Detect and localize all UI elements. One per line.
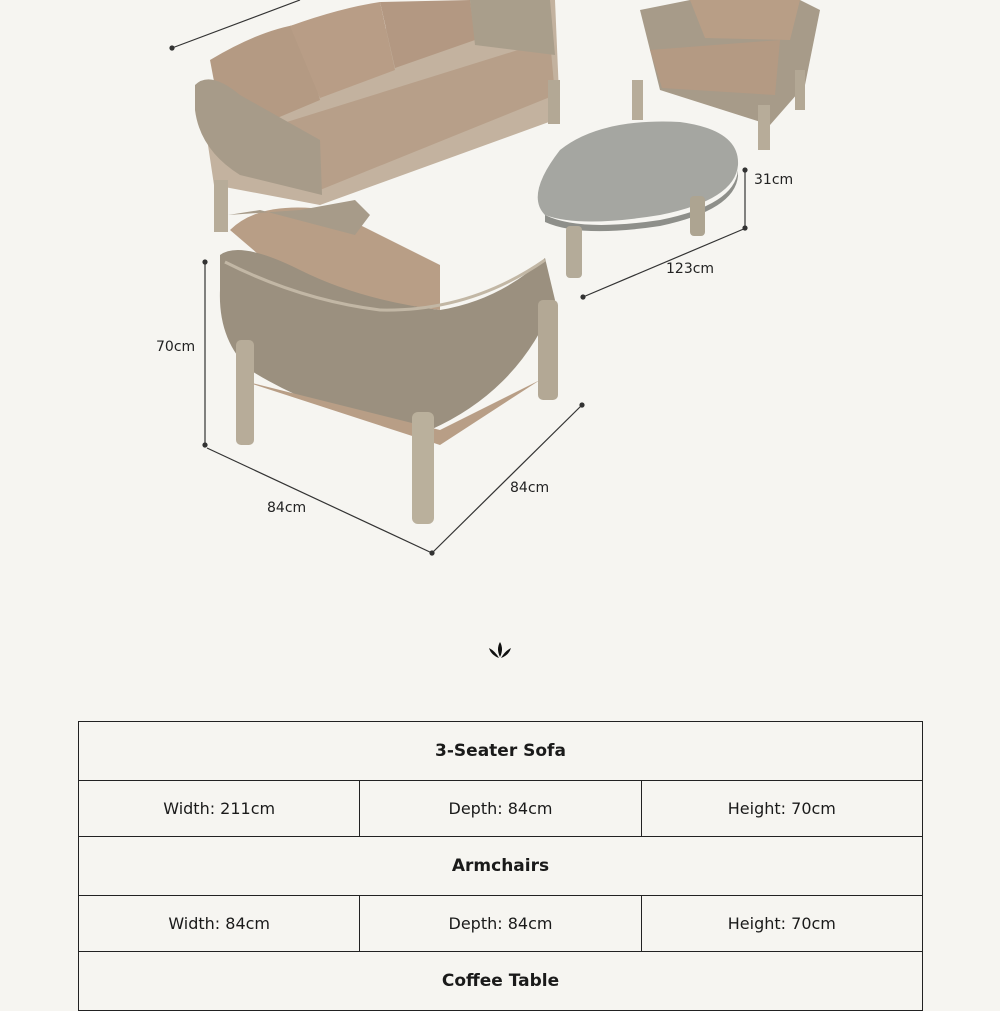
table-row [79, 837, 923, 896]
armchair-front [220, 200, 558, 524]
product-heading-sofa: 3-Seater Sofa [79, 722, 923, 781]
chair-height-label: 70cm [156, 339, 196, 355]
table-row [79, 781, 923, 837]
product-heading-armchairs: Armchairs [79, 837, 923, 896]
sofa-height-cell: Height: 70cm [641, 781, 922, 837]
lotus-icon [486, 640, 514, 660]
chair-width-line [207, 448, 432, 553]
armchair-height-cell: Height: 70cm [641, 896, 922, 952]
chair-depth-label: 84cm [510, 480, 550, 496]
table-row [79, 952, 923, 1011]
armchair-width-cell: Width: 84cm [79, 896, 360, 952]
dimensions-spec-table [78, 721, 923, 1011]
chair-width-label: 84cm [267, 500, 307, 516]
table-height-label: 31cm [754, 172, 794, 188]
table-row [79, 896, 923, 952]
sofa-depth-cell: Depth: 84cm [360, 781, 641, 837]
table-row [79, 722, 923, 781]
table-length-line [583, 228, 746, 297]
sofa [195, 0, 560, 232]
coffee-table [538, 122, 738, 278]
sofa-width-cell: Width: 211cm [79, 781, 360, 837]
armchair-depth-cell: Depth: 84cm [360, 896, 641, 952]
product-heading-coffee-table: Coffee Table [79, 952, 923, 1011]
table-length-label: 123cm [666, 261, 715, 277]
